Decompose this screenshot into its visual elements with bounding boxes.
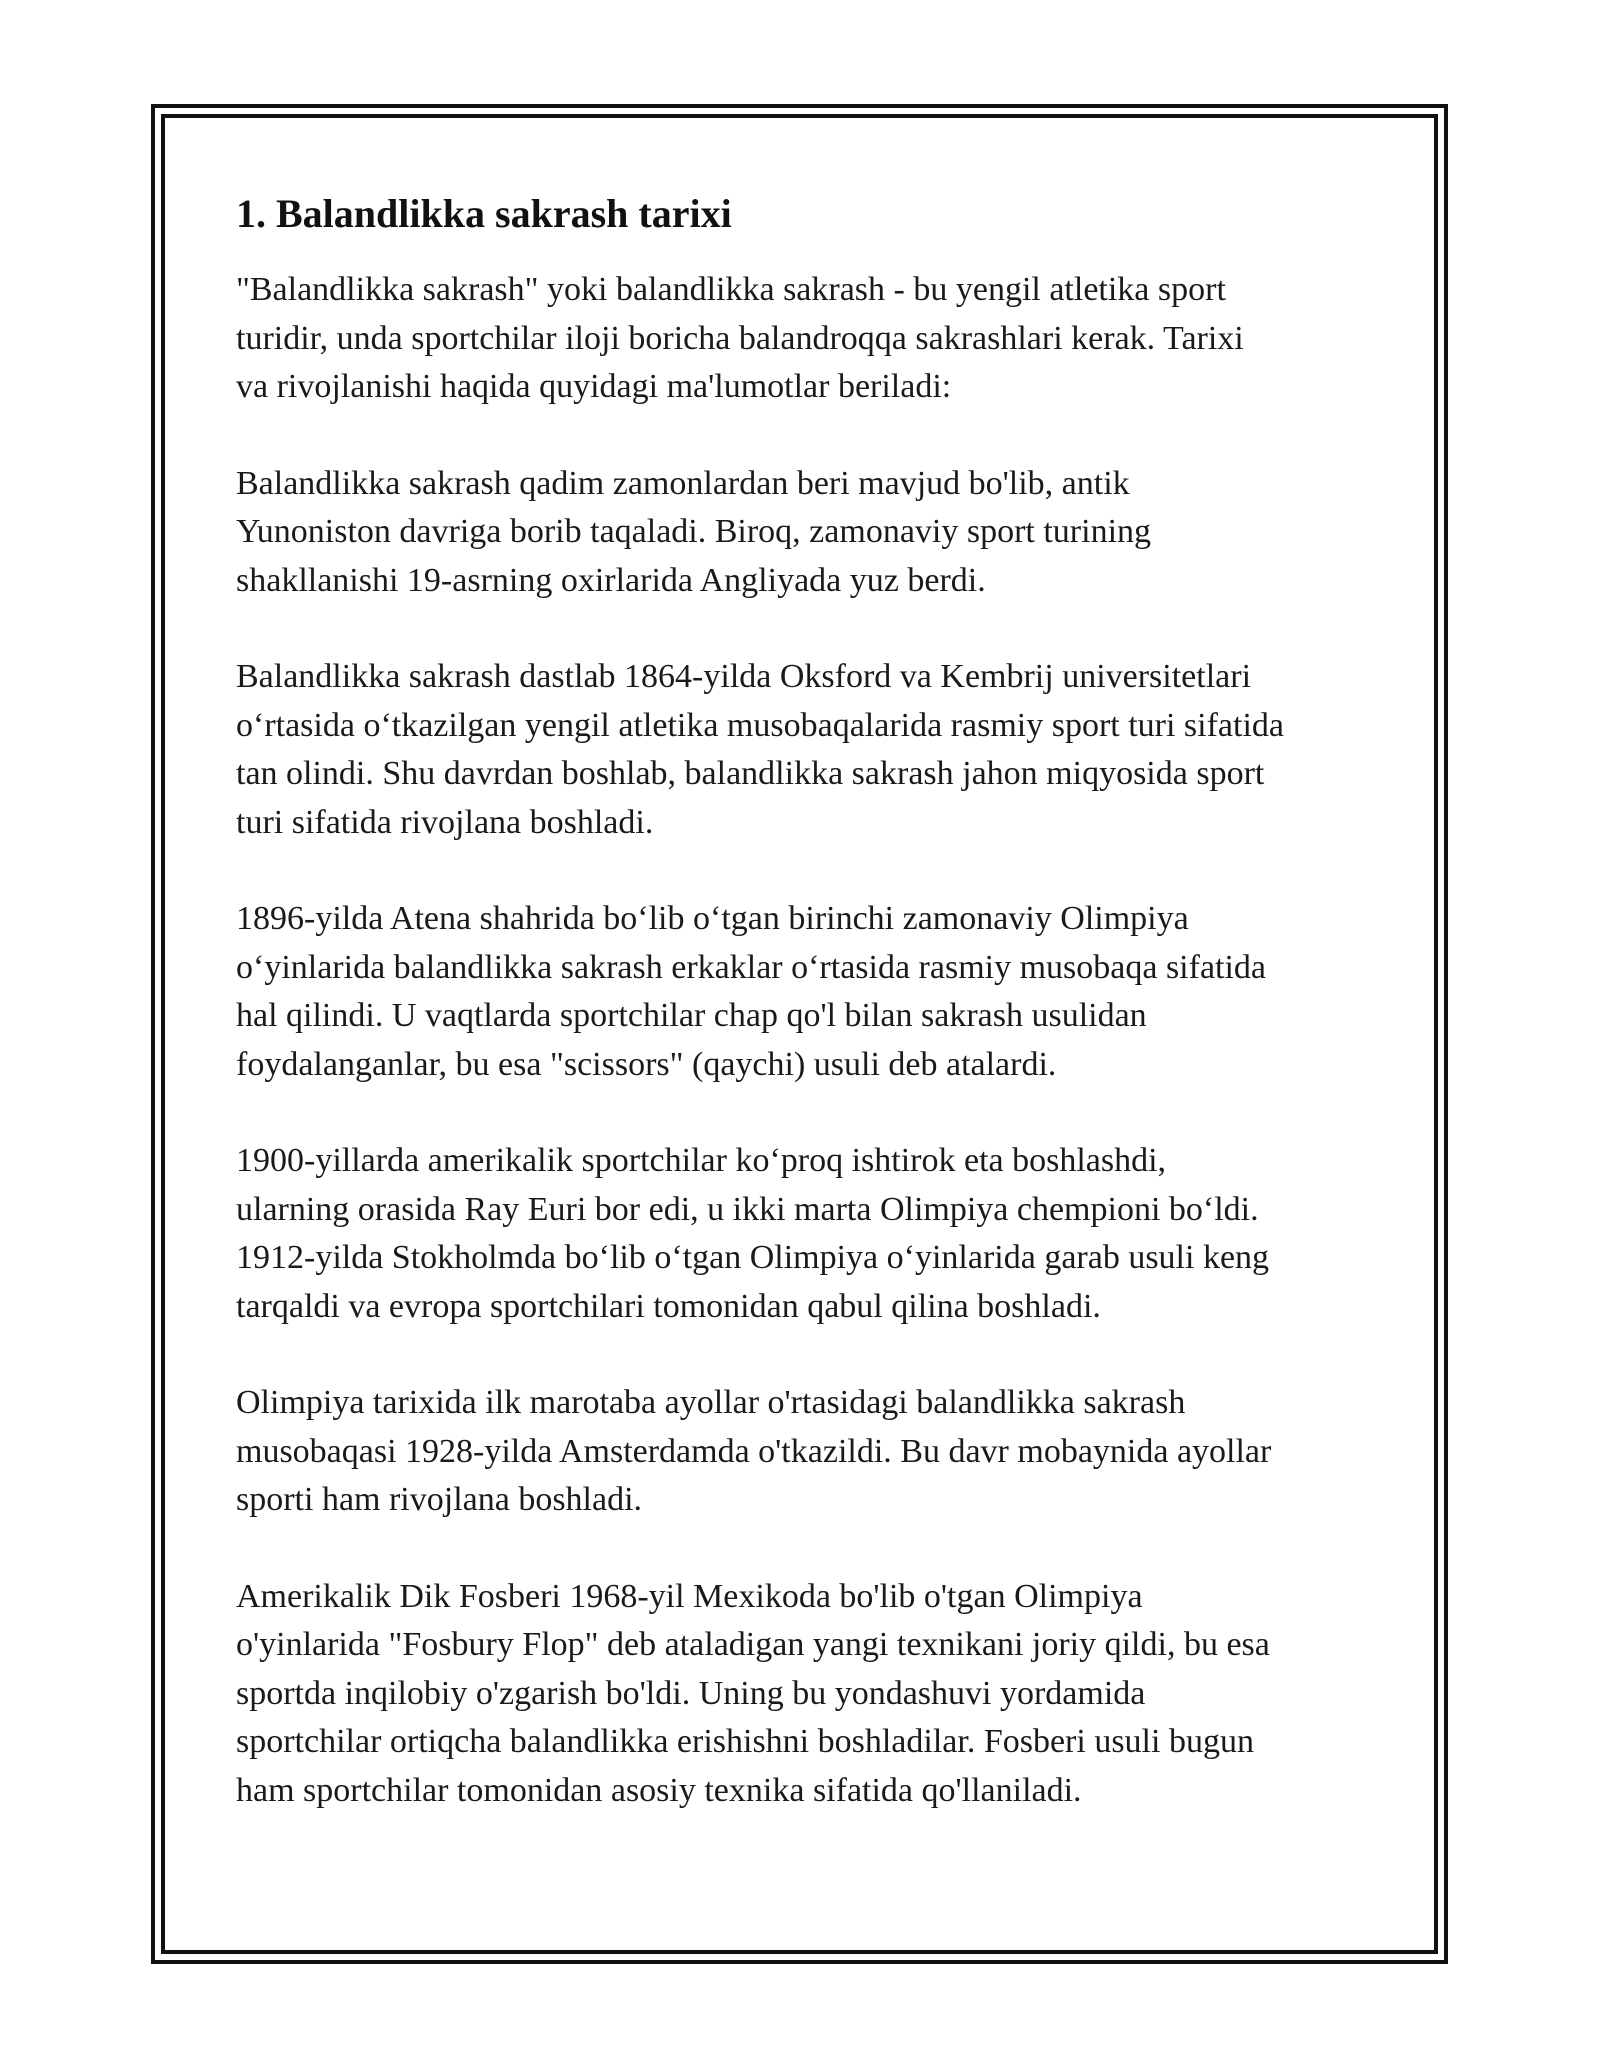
paragraph-line: 1900-yillarda amerikalik sportchilar ko‘proq ishtirok eta boshlashdi, [236,1142,1167,1179]
paragraph-line: hal qilindi. U vaqtlarda sportchilar chap qo'l bilan sakrash usulidan [236,997,1147,1034]
paragraph-line: 1912-yilda Stokholmda bo‘lib o‘tgan Olimpiya o‘yinlarida garab usuli keng [236,1239,1270,1276]
paragraph [236,1573,1396,1816]
paragraph [236,460,1396,606]
paragraph [236,653,1396,847]
paragraph-list [236,266,1396,1815]
paragraph [236,1379,1396,1525]
paragraph-line: ham sportchilar tomonidan asosiy texnika sifatida qo'llaniladi. [236,1771,1082,1809]
paragraph-line: sportda inqilobiy o'zgarish bo'ldi. Uning bu yondashuvi yordamida [236,1674,1146,1712]
paragraph [236,895,1396,1089]
document-title: 1. Balandlikka sakrash tarixi [236,191,732,236]
paragraph-line: sporti ham rivojlana boshladi. [236,1481,643,1518]
paragraph-line: o‘yinlarida balandlikka sakrash erkaklar o‘rtasida rasmiy musobaqa sifatida [236,948,1267,986]
paragraph-line: Balandlikka sakrash qadim zamonlardan beri mavjud bo'lib, antik [236,464,1130,502]
paragraph-line: va rivojlanishi haqida quyidagi ma'lumotlar beriladi: [236,368,952,405]
paragraph [236,266,1396,412]
paragraph-line: turi sifatida rivojlana boshladi. [236,803,654,841]
paragraph-line: musobaqasi 1928-yilda Amsterdamda o'tkazildi. Bu davr mobaynida ayollar [236,1432,1272,1470]
paragraph-line: foydalanganlar, bu esa "scissors" (qaychi) usuli deb atalardi. [236,1045,1057,1083]
paragraph-line: tan olindi. Shu davrdan boshlab, balandlikka sakrash jahon miqyosida sport [236,755,1265,792]
paragraph [236,1137,1396,1331]
paragraph-line: shakllanishi 19-asrning oxirlarida Angliyada yuz berdi. [236,561,986,599]
paragraph-line: o'yinlarida "Fosbury Flop" deb ataladigan yangi texnikani joriy qildi, bu esa [236,1626,1270,1663]
paragraph-line: "Balandlikka sakrash" yoki balandlikka sakrash - bu yengil atletika sport [236,271,1226,308]
document-body [236,188,1396,1863]
paragraph-line: turidir, unda sportchilar iloji boricha balandroqqa sakrashlari kerak. Tarixi [236,319,1244,357]
paragraph-line: 1896-yilda Atena shahrida bo‘lib o‘tgan birinchi zamonaviy Olimpiya [236,900,1189,937]
paragraph-line: o‘rtasida o‘tkazilgan yengil atletika musobaqalarida rasmiy sport turi sifatida [236,706,1285,744]
paragraph-line: tarqaldi va evropa sportchilari tomonidan qabul qilina boshladi. [236,1287,1101,1325]
paragraph-line: Amerikalik Dik Fosberi 1968-yil Mexikoda bo'lib o'tgan Olimpiya [236,1577,1143,1615]
paragraph-line: Balandlikka sakrash dastlab 1864-yilda Oksford va Kembrij universitetlari [236,658,1252,695]
paragraph-line: Olimpiya tarixida ilk marotaba ayollar o'rtasidagi balandlikka sakrash [236,1384,1186,1421]
paragraph-line: Yunoniston davriga borib taqaladi. Biroq, zamonaviy sport turining [236,513,1152,550]
paragraph-line: ularning orasida Ray Euri bor edi, u ikki marta Olimpiya chempioni bo‘ldi. [236,1190,1259,1228]
paragraph-line: sportchilar ortiqcha balandlikka erishishni boshladilar. Fosberi usuli bugun [236,1723,1254,1760]
